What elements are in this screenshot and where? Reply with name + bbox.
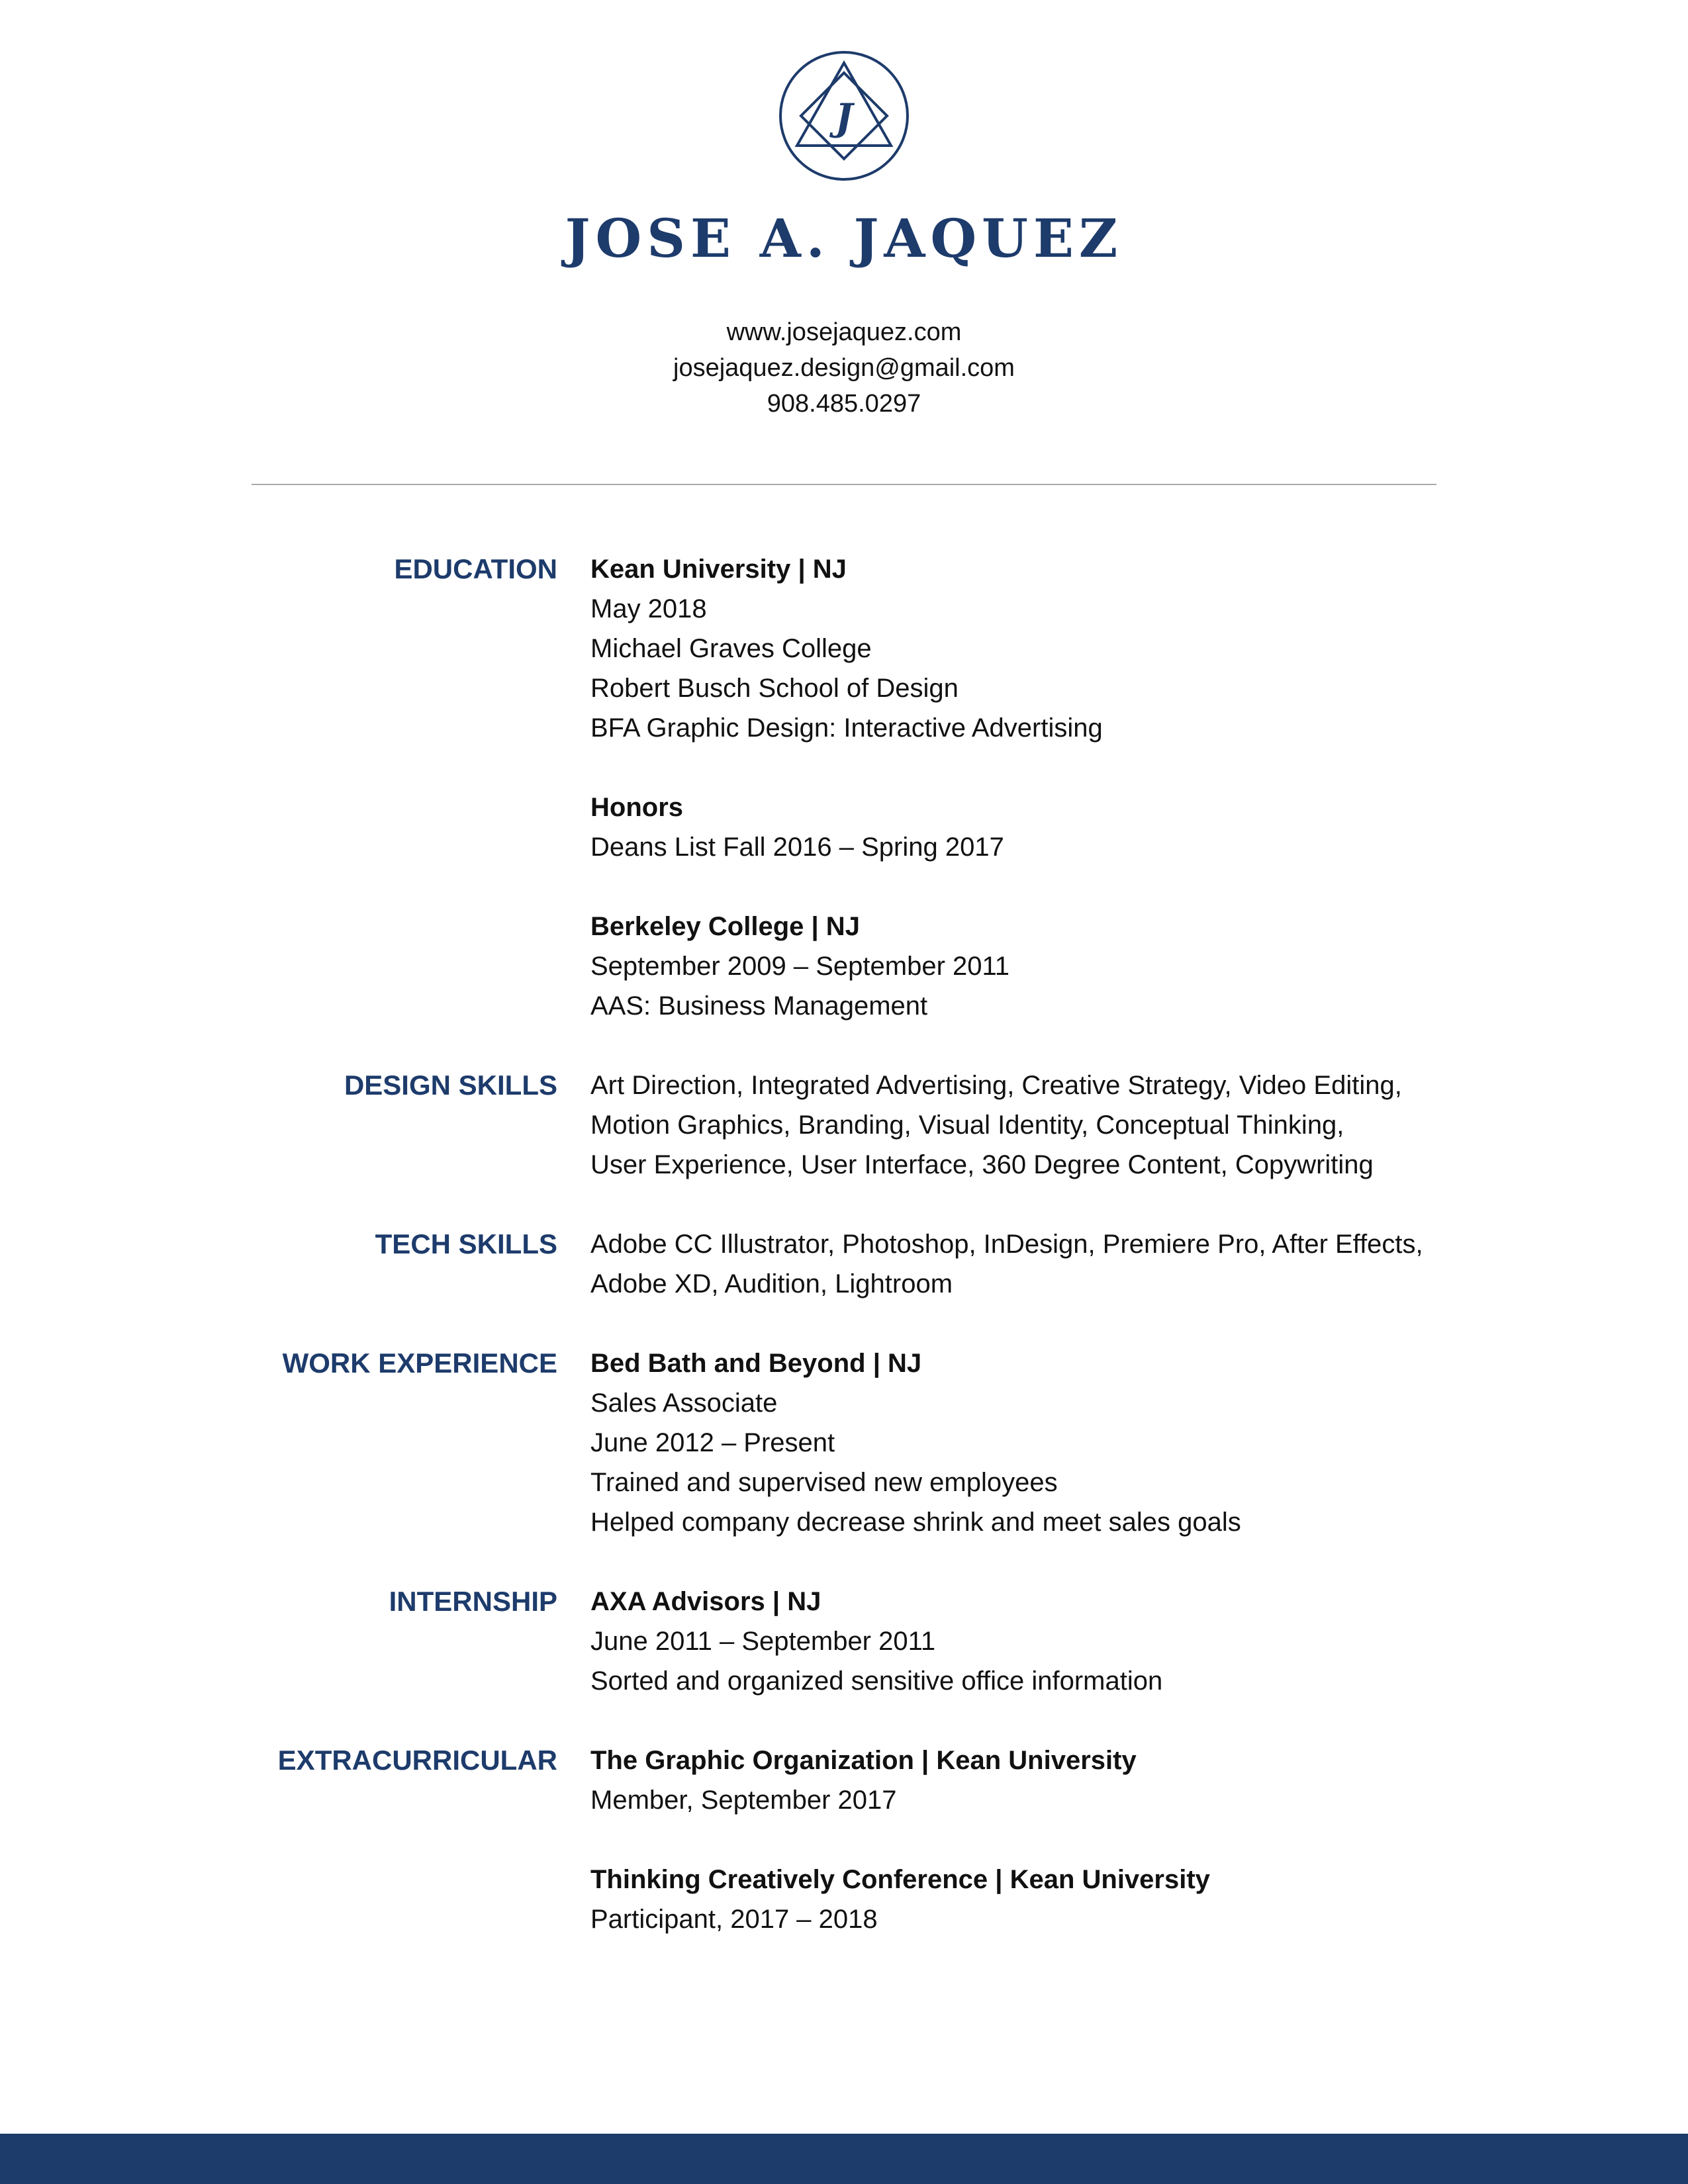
applicant-name: JOSE A. JAQUEZ (565, 207, 1123, 269)
entry-berkeley-college (590, 907, 1451, 1026)
skills-line: User Experience, User Interface, 360 Degree Content, Copywriting (590, 1150, 1374, 1179)
resume-content (0, 549, 1688, 1979)
section-label-tech-skills: TECH SKILLS (375, 1228, 557, 1259)
section-tech-skills (0, 1224, 1688, 1304)
entry-line: Michael Graves College (590, 634, 872, 663)
section-body-internship (590, 1582, 1451, 1701)
monogram-logo (778, 50, 910, 182)
entry-axa-advisors (590, 1582, 1451, 1701)
entry-title: Honors (590, 793, 683, 822)
entry-line: June 2011 – September 2011 (590, 1627, 936, 1656)
section-body-design-skills (590, 1066, 1451, 1185)
logo-monogram: J (835, 96, 853, 140)
section-education (0, 549, 1688, 1026)
skills-line: Adobe CC Illustrator, Photoshop, InDesign, Premiere Pro, After Effects, (590, 1230, 1423, 1259)
section-body-extracurricular (590, 1741, 1451, 1939)
header-divider (252, 484, 1436, 485)
entry-title: The Graphic Organization | Kean University (590, 1746, 1137, 1775)
footer-bar (0, 2134, 1688, 2184)
website-link[interactable]: www.josejaquez.com (726, 318, 962, 346)
section-label-extracurricular: EXTRACURRICULAR (277, 1745, 557, 1776)
email-link[interactable]: josejaquez.design@gmail.com (673, 354, 1015, 382)
section-label-work-experience: WORK EXPERIENCE (282, 1347, 557, 1379)
entry-title: Kean University | NJ (590, 555, 847, 584)
entry-line: Sorted and organized sensitive office information (590, 1666, 1163, 1696)
section-label-education: EDUCATION (394, 553, 557, 584)
contact-info (0, 314, 1688, 422)
entry-title: Thinking Creatively Conference | Kean University (590, 1865, 1210, 1894)
entry-title: Bed Bath and Beyond | NJ (590, 1349, 922, 1378)
entry-line: Participant, 2017 – 2018 (590, 1905, 878, 1934)
section-body-education (590, 549, 1451, 1026)
phone-number: 908.485.0297 (767, 390, 921, 418)
entry-line: Sales Associate (590, 1388, 778, 1418)
entry-line: AAS: Business Management (590, 991, 928, 1021)
section-internship (0, 1582, 1688, 1701)
entry-line: June 2012 – Present (590, 1428, 835, 1457)
section-work-experience (0, 1343, 1688, 1542)
skills-line: Motion Graphics, Branding, Visual Identity, Conceptual Thinking, (590, 1111, 1344, 1140)
entry-honors (590, 788, 1451, 867)
skills-line: Adobe XD, Audition, Lightroom (590, 1269, 953, 1298)
section-extracurricular (0, 1741, 1688, 1939)
entry-line: Member, September 2017 (590, 1786, 897, 1815)
entry-title: AXA Advisors | NJ (590, 1587, 821, 1616)
entry-bed-bath-and-beyond (590, 1343, 1451, 1542)
entry-line: May 2018 (590, 594, 707, 623)
entry-thinking-creatively-conference (590, 1860, 1451, 1939)
entry-graphic-organization (590, 1741, 1451, 1820)
entry-line: Trained and supervised new employees (590, 1468, 1058, 1497)
section-design-skills (0, 1066, 1688, 1185)
skills-line: Art Direction, Integrated Advertising, Creative Strategy, Video Editing, (590, 1071, 1402, 1100)
section-body-work-experience (590, 1343, 1451, 1542)
entry-line: BFA Graphic Design: Interactive Advertising (590, 713, 1103, 743)
entry-title: Berkeley College | NJ (590, 912, 860, 941)
entry-line: Deans List Fall 2016 – Spring 2017 (590, 833, 1004, 862)
entry-line: Robert Busch School of Design (590, 674, 959, 703)
entry-line: Helped company decrease shrink and meet sales goals (590, 1508, 1241, 1537)
section-label-design-skills: DESIGN SKILLS (344, 1069, 557, 1101)
section-label-internship: INTERNSHIP (389, 1586, 557, 1617)
entry-line: September 2009 – September 2011 (590, 952, 1010, 981)
section-body-tech-skills (590, 1224, 1451, 1304)
entry-kean-university (590, 549, 1451, 748)
